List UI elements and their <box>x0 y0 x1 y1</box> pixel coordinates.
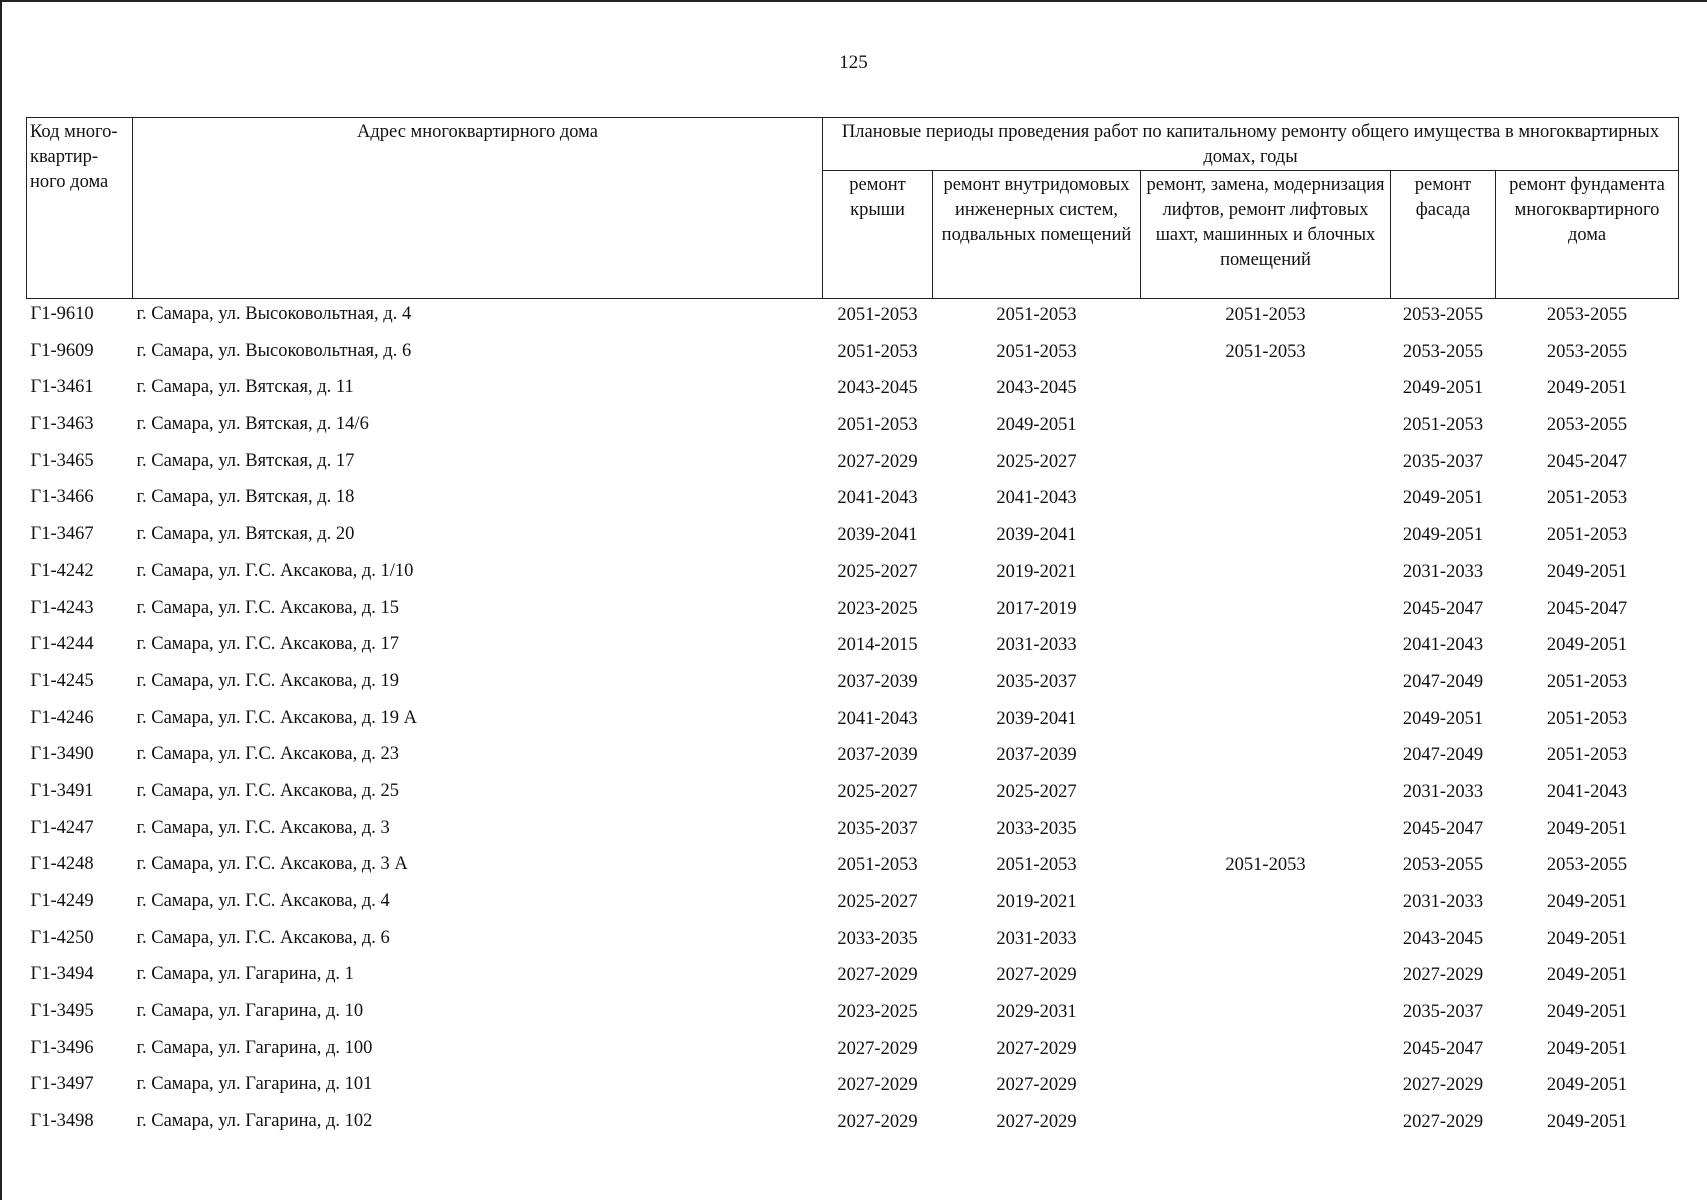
cell-facade: 2041-2043 <box>1402 635 1484 656</box>
cell-lifts <box>1141 629 1391 666</box>
cell-address: г. Самара, ул. Г.С. Аксакова, д. 4 <box>136 891 390 911</box>
cell-lifts <box>1141 482 1391 519</box>
cell-foundation: 2049-2051 <box>1546 635 1628 656</box>
cell-foundation: 2049-2051 <box>1546 1075 1628 1096</box>
cell-facade: 2031-2033 <box>1402 561 1484 582</box>
table-row <box>27 813 1679 850</box>
cell-address: г. Самара, ул. Гагарина, д. 10 <box>136 1001 364 1022</box>
cell-roof: 2025-2027 <box>837 892 918 912</box>
cell-address: г. Самара, ул. Г.С. Аксакова, д. 3 А <box>136 854 408 875</box>
cell-roof: 2014-2015 <box>837 635 918 656</box>
cell-foundation: 2049-2051 <box>1546 1112 1628 1133</box>
table-row <box>27 886 1679 923</box>
page-left-border <box>0 0 2 1200</box>
cell-roof: 2037-2039 <box>837 745 918 766</box>
cell-lifts <box>1141 1033 1391 1070</box>
cell-facade: 2049-2051 <box>1402 708 1484 729</box>
cell-foundation: 2053-2055 <box>1546 415 1628 436</box>
cell-address: г. Самара, ул. Г.С. Аксакова, д. 17 <box>136 634 399 655</box>
header-code: Код много-квартир-ного дома <box>27 118 133 299</box>
cell-foundation: 2045-2047 <box>1546 598 1628 619</box>
table-row <box>27 519 1679 556</box>
cell-lifts <box>1141 666 1391 703</box>
cell-lifts <box>1141 739 1391 776</box>
cell-facade: 2045-2047 <box>1402 818 1484 839</box>
cell-address: г. Самара, ул. Вятская, д. 18 <box>136 487 355 508</box>
cell-address: г. Самара, ул. Гагарина, д. 101 <box>136 1074 373 1095</box>
cell-code: Г1-9610 <box>30 304 94 324</box>
cell-engineering: 2019-2021 <box>996 892 1077 912</box>
cell-roof: 2051-2053 <box>837 341 918 362</box>
cell-foundation: 2049-2051 <box>1546 928 1628 949</box>
cell-facade: 2045-2047 <box>1402 598 1484 619</box>
cell-code: Г1-4243 <box>30 597 94 618</box>
cell-lifts <box>1141 556 1391 593</box>
cell-roof: 2025-2027 <box>837 561 918 582</box>
cell-lifts <box>1141 519 1391 556</box>
cell-foundation: 2045-2047 <box>1546 451 1628 472</box>
cell-lifts <box>1141 813 1391 850</box>
cell-address: г. Самара, ул. Вятская, д. 11 <box>136 377 354 398</box>
cell-foundation: 2051-2053 <box>1546 708 1628 729</box>
cell-code: Г1-4242 <box>30 560 94 581</box>
cell-engineering: 2027-2029 <box>996 1038 1077 1059</box>
cell-address: г. Самара, ул. Г.С. Аксакова, д. 3 <box>136 817 390 838</box>
cell-facade: 2047-2049 <box>1402 745 1484 766</box>
cell-code: Г1-3465 <box>30 450 94 471</box>
cell-engineering: 2017-2019 <box>996 598 1077 619</box>
cell-foundation: 2053-2055 <box>1546 855 1628 876</box>
cell-address: г. Самара, ул. Высоковольтная, д. 4 <box>136 304 412 324</box>
cell-code: Г1-3494 <box>30 964 94 985</box>
cell-roof: 2041-2043 <box>837 708 918 729</box>
cell-facade: 2049-2051 <box>1402 525 1484 546</box>
table-row <box>27 996 1679 1033</box>
cell-address: г. Самара, ул. Гагарина, д. 102 <box>136 1111 373 1132</box>
cell-address: г. Самара, ул. Г.С. Аксакова, д. 15 <box>136 597 399 618</box>
cell-engineering: 2039-2041 <box>996 708 1077 729</box>
header-roof: ремонт крыши <box>823 171 933 299</box>
table-row <box>27 703 1679 740</box>
table-row <box>27 959 1679 996</box>
table-row <box>27 739 1679 776</box>
cell-code: Г1-3497 <box>30 1074 94 1095</box>
cell-foundation: 2049-2051 <box>1546 1038 1628 1059</box>
table-row <box>27 299 1679 336</box>
cell-engineering: 2031-2033 <box>996 928 1077 949</box>
cell-facade: 2027-2029 <box>1402 1112 1484 1133</box>
cell-code: Г1-9609 <box>30 340 94 361</box>
cell-foundation: 2049-2051 <box>1546 378 1628 399</box>
cell-foundation: 2049-2051 <box>1546 818 1628 839</box>
cell-lifts <box>1141 886 1391 923</box>
cell-lifts <box>1141 372 1391 409</box>
page-number: 125 <box>839 52 868 73</box>
cell-address: г. Самара, ул. Высоковольтная, д. 6 <box>136 340 412 361</box>
cell-lifts <box>1141 1106 1391 1143</box>
cell-roof: 2023-2025 <box>837 1002 918 1023</box>
cell-address: г. Самара, ул. Гагарина, д. 100 <box>136 1037 373 1058</box>
header-engineering: ремонт внутридомовых инженерных систем, подвальных помещений <box>933 171 1141 299</box>
cell-roof: 2039-2041 <box>837 525 918 546</box>
table-row <box>27 446 1679 483</box>
cell-roof: 2027-2029 <box>837 451 918 472</box>
header-facade: ремонт фасада <box>1391 171 1496 299</box>
cell-roof: 2051-2053 <box>837 415 918 436</box>
cell-engineering: 2027-2029 <box>996 1112 1077 1133</box>
cell-code: Г1-3495 <box>30 1001 94 1022</box>
cell-facade: 2031-2033 <box>1402 781 1484 802</box>
cell-facade: 2053-2055 <box>1402 305 1484 325</box>
cell-code: Г1-3491 <box>30 780 94 801</box>
page-top-border <box>0 0 1707 2</box>
cell-lifts <box>1141 703 1391 740</box>
cell-lifts <box>1141 923 1391 960</box>
cell-code: Г1-3490 <box>30 744 94 765</box>
cell-facade: 2045-2047 <box>1402 1038 1484 1059</box>
table-row <box>27 556 1679 593</box>
cell-facade: 2027-2029 <box>1402 965 1484 986</box>
cell-engineering: 2051-2053 <box>996 305 1077 325</box>
header-lifts: ремонт, замена, модернизация лифтов, ремонт лифтовых шахт, машинных и блочных помещений <box>1141 171 1391 299</box>
cell-code: Г1-4248 <box>30 854 94 875</box>
cell-foundation: 2053-2055 <box>1546 305 1628 325</box>
cell-lifts <box>1141 446 1391 483</box>
table-row <box>27 923 1679 960</box>
cell-engineering: 2039-2041 <box>996 525 1077 546</box>
cell-address: г. Самара, ул. Вятская, д. 14/6 <box>136 414 369 435</box>
cell-roof: 2027-2029 <box>837 965 918 986</box>
cell-lifts <box>1141 996 1391 1033</box>
cell-code: Г1-4249 <box>30 891 94 911</box>
cell-facade: 2049-2051 <box>1402 488 1484 509</box>
cell-engineering: 2029-2031 <box>996 1002 1077 1023</box>
cell-engineering: 2019-2021 <box>996 561 1077 582</box>
cell-foundation: 2049-2051 <box>1546 561 1628 582</box>
cell-roof: 2027-2029 <box>837 1112 918 1133</box>
cell-roof: 2035-2037 <box>837 818 918 839</box>
cell-code: Г1-3466 <box>30 487 94 508</box>
cell-code: Г1-3498 <box>30 1111 94 1132</box>
cell-lifts <box>1141 776 1391 813</box>
table-row <box>27 593 1679 630</box>
cell-facade: 2053-2055 <box>1402 341 1484 362</box>
cell-address: г. Самара, ул. Г.С. Аксакова, д. 23 <box>136 744 399 765</box>
cell-engineering: 2033-2035 <box>996 818 1077 839</box>
cell-facade: 2051-2053 <box>1402 415 1484 436</box>
cell-address: г. Самара, ул. Гагарина, д. 1 <box>136 964 354 985</box>
cell-code: Г1-4250 <box>30 927 94 948</box>
cell-roof: 2037-2039 <box>837 671 918 692</box>
header-foundation: ремонт фундамента многоквартирного дома <box>1496 171 1679 299</box>
cell-facade: 2035-2037 <box>1402 1002 1484 1023</box>
table-row <box>27 629 1679 666</box>
cell-engineering: 2041-2043 <box>996 488 1077 509</box>
cell-roof: 2023-2025 <box>837 598 918 619</box>
cell-lifts: 2051-2053 <box>1225 341 1306 362</box>
cell-roof: 2051-2053 <box>837 855 918 876</box>
cell-engineering: 2051-2053 <box>996 341 1077 362</box>
cell-code: Г1-3461 <box>30 377 94 398</box>
cell-address: г. Самара, ул. Г.С. Аксакова, д. 19 А <box>136 707 417 728</box>
cell-facade: 2047-2049 <box>1402 671 1484 692</box>
cell-code: Г1-4245 <box>30 670 94 691</box>
cell-foundation: 2051-2053 <box>1546 488 1628 509</box>
cell-engineering: 2027-2029 <box>996 965 1077 986</box>
cell-foundation: 2051-2053 <box>1546 671 1628 692</box>
cell-address: г. Самара, ул. Г.С. Аксакова, д. 25 <box>136 780 399 801</box>
table-row <box>27 1106 1679 1143</box>
cell-lifts <box>1141 1069 1391 1106</box>
table-row <box>27 336 1679 373</box>
cell-engineering: 2027-2029 <box>996 1075 1077 1096</box>
cell-code: Г1-4244 <box>30 634 94 655</box>
table-row <box>27 1033 1679 1070</box>
cell-lifts <box>1141 959 1391 996</box>
cell-roof: 2027-2029 <box>837 1038 918 1059</box>
cell-engineering: 2049-2051 <box>996 415 1077 436</box>
cell-foundation: 2051-2053 <box>1546 745 1628 766</box>
cell-engineering: 2025-2027 <box>996 451 1077 472</box>
header-address: Адрес многоквартирного дома <box>133 118 823 299</box>
cell-facade: 2053-2055 <box>1402 855 1484 876</box>
cell-roof: 2025-2027 <box>837 781 918 802</box>
cell-foundation: 2051-2053 <box>1546 525 1628 546</box>
table-row <box>27 666 1679 703</box>
cell-address: г. Самара, ул. Вятская, д. 20 <box>136 524 355 545</box>
cell-code: Г1-4246 <box>30 707 94 728</box>
cell-roof: 2027-2029 <box>837 1075 918 1096</box>
cell-facade: 2031-2033 <box>1402 892 1484 912</box>
cell-code: Г1-3463 <box>30 414 94 435</box>
cell-engineering: 2031-2033 <box>996 635 1077 656</box>
cell-code: Г1-4247 <box>30 817 94 838</box>
cell-foundation: 2053-2055 <box>1546 341 1628 362</box>
cell-address: г. Самара, ул. Г.С. Аксакова, д. 6 <box>136 927 390 948</box>
cell-address: г. Самара, ул. Вятская, д. 17 <box>136 450 355 471</box>
table-row <box>27 776 1679 813</box>
cell-lifts <box>1141 593 1391 630</box>
cell-engineering: 2037-2039 <box>996 745 1077 766</box>
cell-foundation: 2041-2043 <box>1546 781 1628 802</box>
table-row <box>27 409 1679 446</box>
cell-lifts: 2051-2053 <box>1225 855 1306 876</box>
table-row <box>27 849 1679 886</box>
cell-address: г. Самара, ул. Г.С. Аксакова, д. 1/10 <box>136 560 414 581</box>
cell-facade: 2043-2045 <box>1402 928 1484 949</box>
cell-facade: 2035-2037 <box>1402 451 1484 472</box>
cell-lifts <box>1141 409 1391 446</box>
cell-lifts: 2051-2053 <box>1225 305 1306 325</box>
cell-roof: 2043-2045 <box>837 378 918 399</box>
table-row <box>27 372 1679 409</box>
cell-foundation: 2049-2051 <box>1546 1002 1628 1023</box>
header-periods: Плановые периоды проведения работ по капитальному ремонту общего имущества в многоквартирных домах, годы <box>823 118 1679 171</box>
cell-roof: 2033-2035 <box>837 928 918 949</box>
cell-code: Г1-3496 <box>30 1037 94 1058</box>
cell-foundation: 2049-2051 <box>1546 892 1628 912</box>
capital-repair-table <box>26 117 1679 1143</box>
table-row <box>27 1069 1679 1106</box>
cell-roof: 2051-2053 <box>837 305 918 325</box>
table-body <box>27 299 1679 1143</box>
cell-code: Г1-3467 <box>30 524 94 545</box>
cell-engineering: 2035-2037 <box>996 671 1077 692</box>
table-row <box>27 482 1679 519</box>
cell-roof: 2041-2043 <box>837 488 918 509</box>
cell-foundation: 2049-2051 <box>1546 965 1628 986</box>
cell-facade: 2027-2029 <box>1402 1075 1484 1096</box>
cell-engineering: 2051-2053 <box>996 855 1077 876</box>
cell-engineering: 2025-2027 <box>996 781 1077 802</box>
cell-address: г. Самара, ул. Г.С. Аксакова, д. 19 <box>136 670 399 691</box>
cell-facade: 2049-2051 <box>1402 378 1484 399</box>
table-header <box>27 118 1679 299</box>
cell-engineering: 2043-2045 <box>996 378 1077 399</box>
